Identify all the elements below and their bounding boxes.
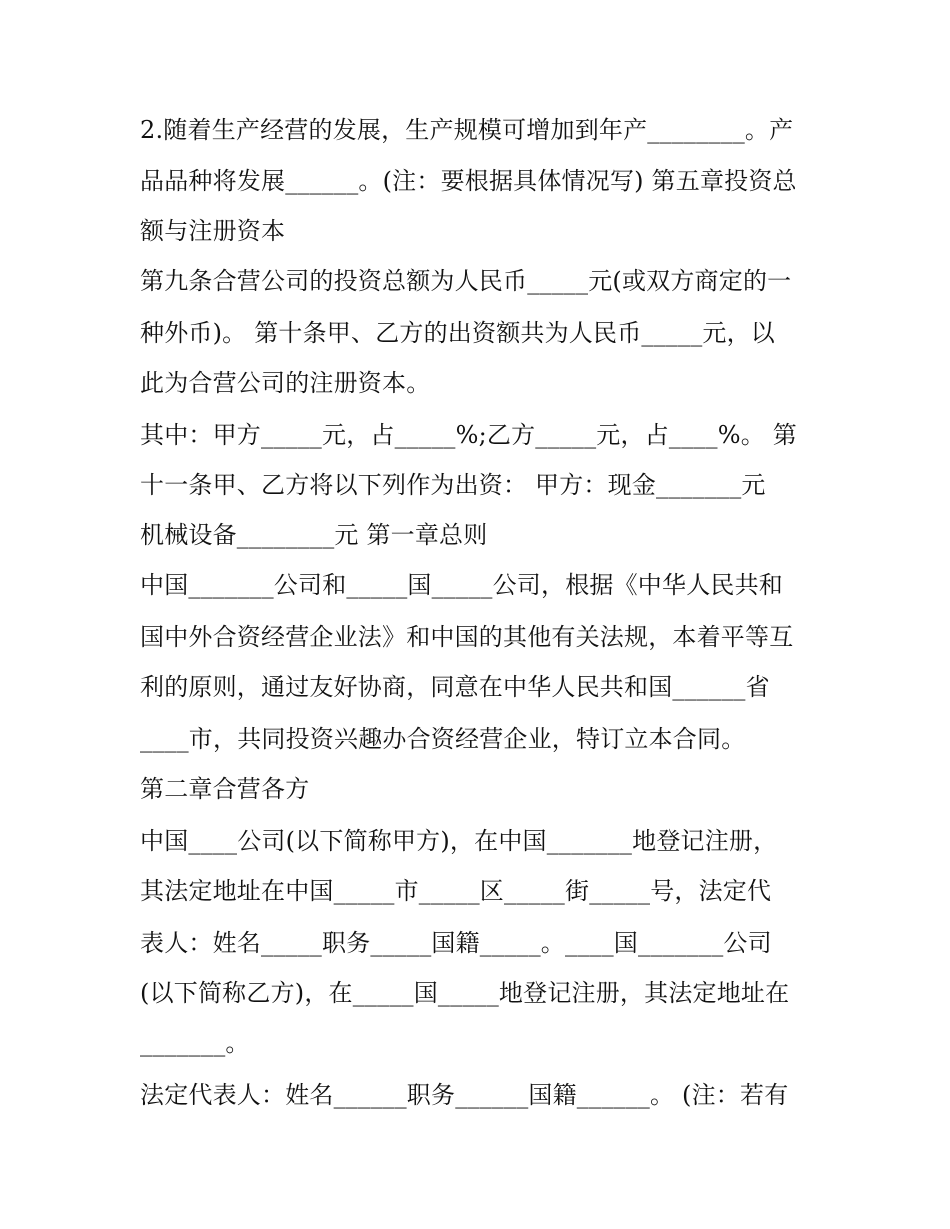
text-line: 第九条合营公司的投资总额为人民币_____元(或双方商定的一 [140, 267, 792, 295]
text-line: 种外币)。 第十条甲、乙方的出资额共为人民币_____元，以 [140, 319, 775, 347]
text-line: 法定代表人：姓名______职务______国籍______。 (注：若有 [140, 1081, 789, 1109]
text-line: _______。 [140, 1029, 250, 1057]
text-line: 表人：姓名_____职务_____国籍_____。____国_______公司 [140, 929, 772, 957]
text-line: 额与注册资本 [140, 217, 286, 245]
text-line: 2.随着生产经营的发展，生产规模可增加到年产________。产 [140, 116, 794, 144]
text-line: 国中外合资经营企业法》和中国的其他有关法规，本着平等互 [140, 623, 794, 651]
text-line: 中国_______公司和_____国_____公司，根据《中华人民共和 [140, 571, 783, 599]
text-line: ____市，共同投资兴趣办合资经营企业，特订立本合同。 [140, 725, 746, 753]
text-line: 机械设备________元 第一章总则 [140, 521, 488, 549]
text-line: 此为合营公司的注册资本。 [140, 369, 431, 397]
text-line: 十一条甲、乙方将以下列作为出资： 甲方：现金_______元 [140, 471, 766, 499]
text-line: 品品种将发展______。(注：要根据具体情况写) 第五章投资总 [140, 167, 797, 195]
text-line: 第二章合营各方 [140, 775, 310, 803]
text-line: 其中：甲方_____元，占_____%;乙方_____元，占____%。 第 [140, 421, 797, 449]
text-line: 中国____公司(以下简称甲方)，在中国_______地登记注册， [140, 827, 778, 855]
text-line: (以下简称乙方)，在_____国_____地登记注册，其法定地址在 [140, 979, 790, 1007]
text-line: 其法定地址在中国_____市_____区_____街_____号，法定代 [140, 877, 772, 905]
text-line: 利的原则，通过友好协商，同意在中华人民共和国______省 [140, 673, 770, 701]
